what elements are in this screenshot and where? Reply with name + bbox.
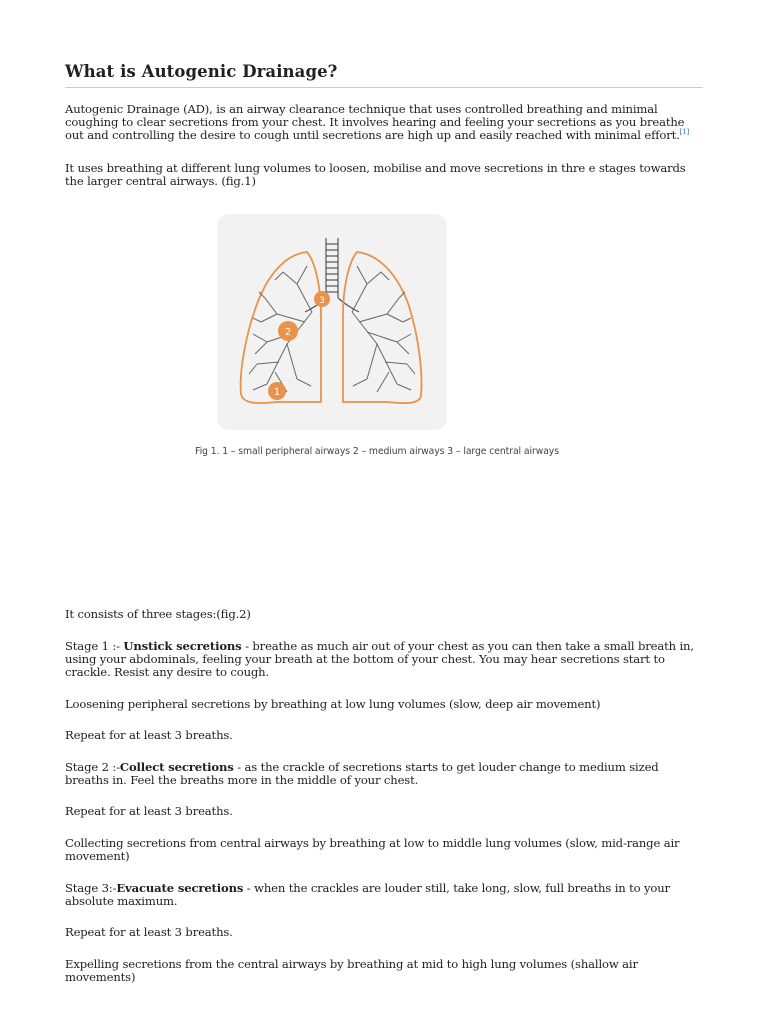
repeat-3: Repeat for at least 3 breaths. (65, 925, 233, 939)
marker-2-label: 2 (284, 327, 292, 338)
marker-2 (278, 321, 298, 341)
right-bronchial-tree (352, 266, 415, 392)
stage2-paragraph (65, 761, 705, 787)
stage2-note: Collecting secretions from central airways by breathing at low to middle lung volumes (slow, mid-range air movement) (65, 836, 680, 863)
marker-3-label: 3 (319, 296, 325, 306)
intro-paragraph (65, 103, 705, 142)
marker-1-label: 1 (273, 387, 281, 398)
marker-1 (268, 382, 286, 400)
page-title: What is Autogenic Drainage? (65, 62, 703, 88)
lung-figure (217, 214, 447, 430)
marker-3 (314, 291, 330, 307)
stage3-title: Evacuate secretions (116, 881, 244, 895)
reference-link[interactable]: [1] (679, 128, 690, 137)
lungs-illustration (217, 214, 447, 430)
repeat-1: Repeat for at least 3 breaths. (65, 728, 233, 742)
repeat-2: Repeat for at least 3 breaths. (65, 804, 233, 818)
stage2-title: Collect secretions (119, 760, 234, 774)
stage1-paragraph (65, 640, 705, 679)
stage3-paragraph (65, 882, 705, 908)
right-lung-outline (343, 252, 422, 403)
stage1-title: Unstick secretions (123, 639, 242, 653)
stage3-prefix: Stage 3:- (65, 881, 117, 895)
article (65, 62, 703, 88)
lung-volumes-paragraph: It uses breathing at different lung volumes to loosen, mobilise and move secretions in thre e stages towards the larger central airways. (fig.1) (65, 161, 686, 188)
stage3-note: Expelling secretions from the central airways by breathing at mid to high lung volumes (shallow air movements) (65, 957, 638, 984)
stage3-text: - when the crackles are louder still, take long, slow, full breaths in to your absolute maximum. (65, 881, 670, 908)
stage2-prefix: Stage 2 :- (65, 760, 120, 774)
figure-caption: Fig 1. 1 – small peripheral airways 2 – medium airways 3 – large central airways (195, 446, 559, 457)
stage1-text: - breathe as much air out of your chest as you can then take a small breath in, using your abdominals, feeling your breath at the bottom of your chest. You may hear secretions start to crackle. Resist any desire to cough. (65, 639, 694, 679)
stages-intro: It consists of three stages:(fig.2) (65, 607, 251, 621)
stage2-text: - as the crackle of secretions starts to get louder change to medium sized breaths in. Feel the breaths more in the middle of your chest. (65, 760, 659, 787)
stage1-note: Loosening peripheral secretions by breathing at low lung volumes (slow, deep air movement) (65, 697, 601, 711)
stage1-prefix: Stage 1 :- (65, 639, 124, 653)
trachea (305, 238, 359, 312)
intro-text: Autogenic Drainage (AD), is an airway clearance technique that uses controlled breathing and minimal coughing to clear secretions from your chest. It involves hearing and feeling your secretions as you breathe out and controlling the desire to cough until secretions are high up and easily reached with minimal effort. (65, 102, 685, 142)
